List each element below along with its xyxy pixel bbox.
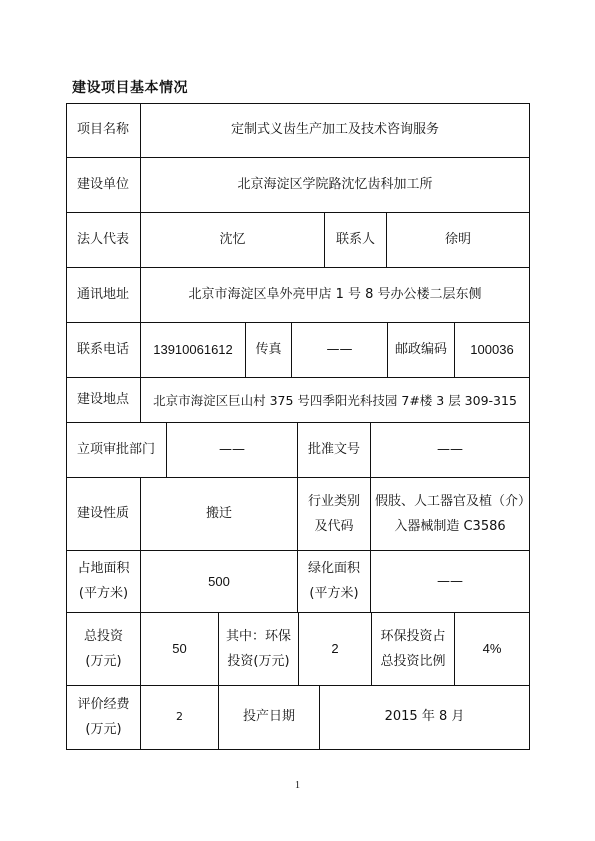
evaluation-label [67,686,140,749]
postcode-value: 100036 [454,323,529,378]
area-label-line2: (平方米) [78,586,129,601]
approval-doc-value: —— [370,423,529,478]
section-title: 建设项目基本情况 [72,80,188,96]
env-ratio-label-line1: 环保投资占 [380,628,446,644]
investment-label [67,613,140,686]
env-investment-label-line2: 投资(万元) [227,653,290,669]
table-row [67,157,529,213]
phone-value: 13910061612 [140,323,245,378]
nature-value: 搬迁 [140,478,297,551]
table-row [67,422,529,478]
fax-value: —— [291,323,387,378]
address-label: 通讯地址 [77,287,130,303]
investment-label-line1: 总投资 [83,628,123,644]
postcode-label: 邮政编码 [387,323,454,378]
evaluation-value: 2 [140,686,218,749]
project-name-label: 项目名称 [77,122,130,138]
env-ratio-label-line2: 总投资比例 [380,653,446,669]
green-area-value: —— [370,551,529,613]
construction-unit-label: 建设单位 [77,177,130,193]
fax-label: 传真 [245,323,291,378]
phone-label: 联系电话 [77,342,130,358]
contact-value: 徐明 [386,213,529,268]
evaluation-label-line1: 评价经费 [77,696,130,712]
legal-rep-value: 沈忆 [140,213,324,268]
env-investment-label [218,613,298,686]
table-row [67,267,529,323]
env-ratio-label [371,613,454,686]
production-date-value: 2015 年 8 月 [319,686,529,749]
table-row [67,104,529,157]
env-investment-label-line1: 其中：环保 [225,628,291,644]
area-label-line1: 占地面积 [77,561,130,577]
industry-value [370,478,532,551]
investment-label-line2: (万元) [85,653,122,669]
table-row [67,612,529,686]
address-value: 北京市海淀区阜外亮甲店 1 号 8 号办公楼二层东侧 [140,268,529,323]
project-info-table [66,103,530,750]
evaluation-label-line2: (万元) [85,721,122,737]
green-area-label-line2: (平方米) [309,586,359,601]
project-name-value: 定制式义齿生产加工及技术咨询服务 [140,104,529,157]
green-area-label [297,551,370,613]
env-ratio-value: 4% [454,613,529,686]
industry-label-line1: 行业类别 [307,493,360,509]
env-investment-value: 2 [298,613,371,686]
approval-dept-label: 立项审批部门 [77,442,156,458]
industry-value-line1: 假肢、人工器官及植（介） [375,493,532,509]
green-area-label-line1: 绿化面积 [307,561,360,577]
investment-value: 50 [140,613,218,686]
table-row [67,212,529,268]
legal-rep-label: 法人代表 [77,232,130,248]
approval-doc-label: 批准文号 [297,423,370,478]
site-value: 北京市海淀区巨山村 375 号四季阳光科技园 7#楼 3 层 309-315 [140,378,529,423]
industry-label-line2: 及代码 [314,518,354,534]
table-row [67,477,532,551]
page-number: 1 [295,780,300,791]
table-row [67,685,529,749]
production-date-label: 投产日期 [218,686,319,749]
table-row [67,550,529,613]
construction-unit-value: 北京海淀区学院路沈忆齿科加工所 [140,158,529,213]
table-row [67,322,529,378]
area-label [67,551,140,613]
area-value: 500 [140,551,297,613]
industry-label [297,478,370,551]
nature-label: 建设性质 [77,506,130,522]
approval-dept-value: —— [166,423,297,478]
site-label: 建设地点 [77,392,130,408]
contact-label: 联系人 [324,213,386,268]
table-row [67,377,529,423]
industry-value-line2: 入器械制造 C3586 [394,518,506,534]
